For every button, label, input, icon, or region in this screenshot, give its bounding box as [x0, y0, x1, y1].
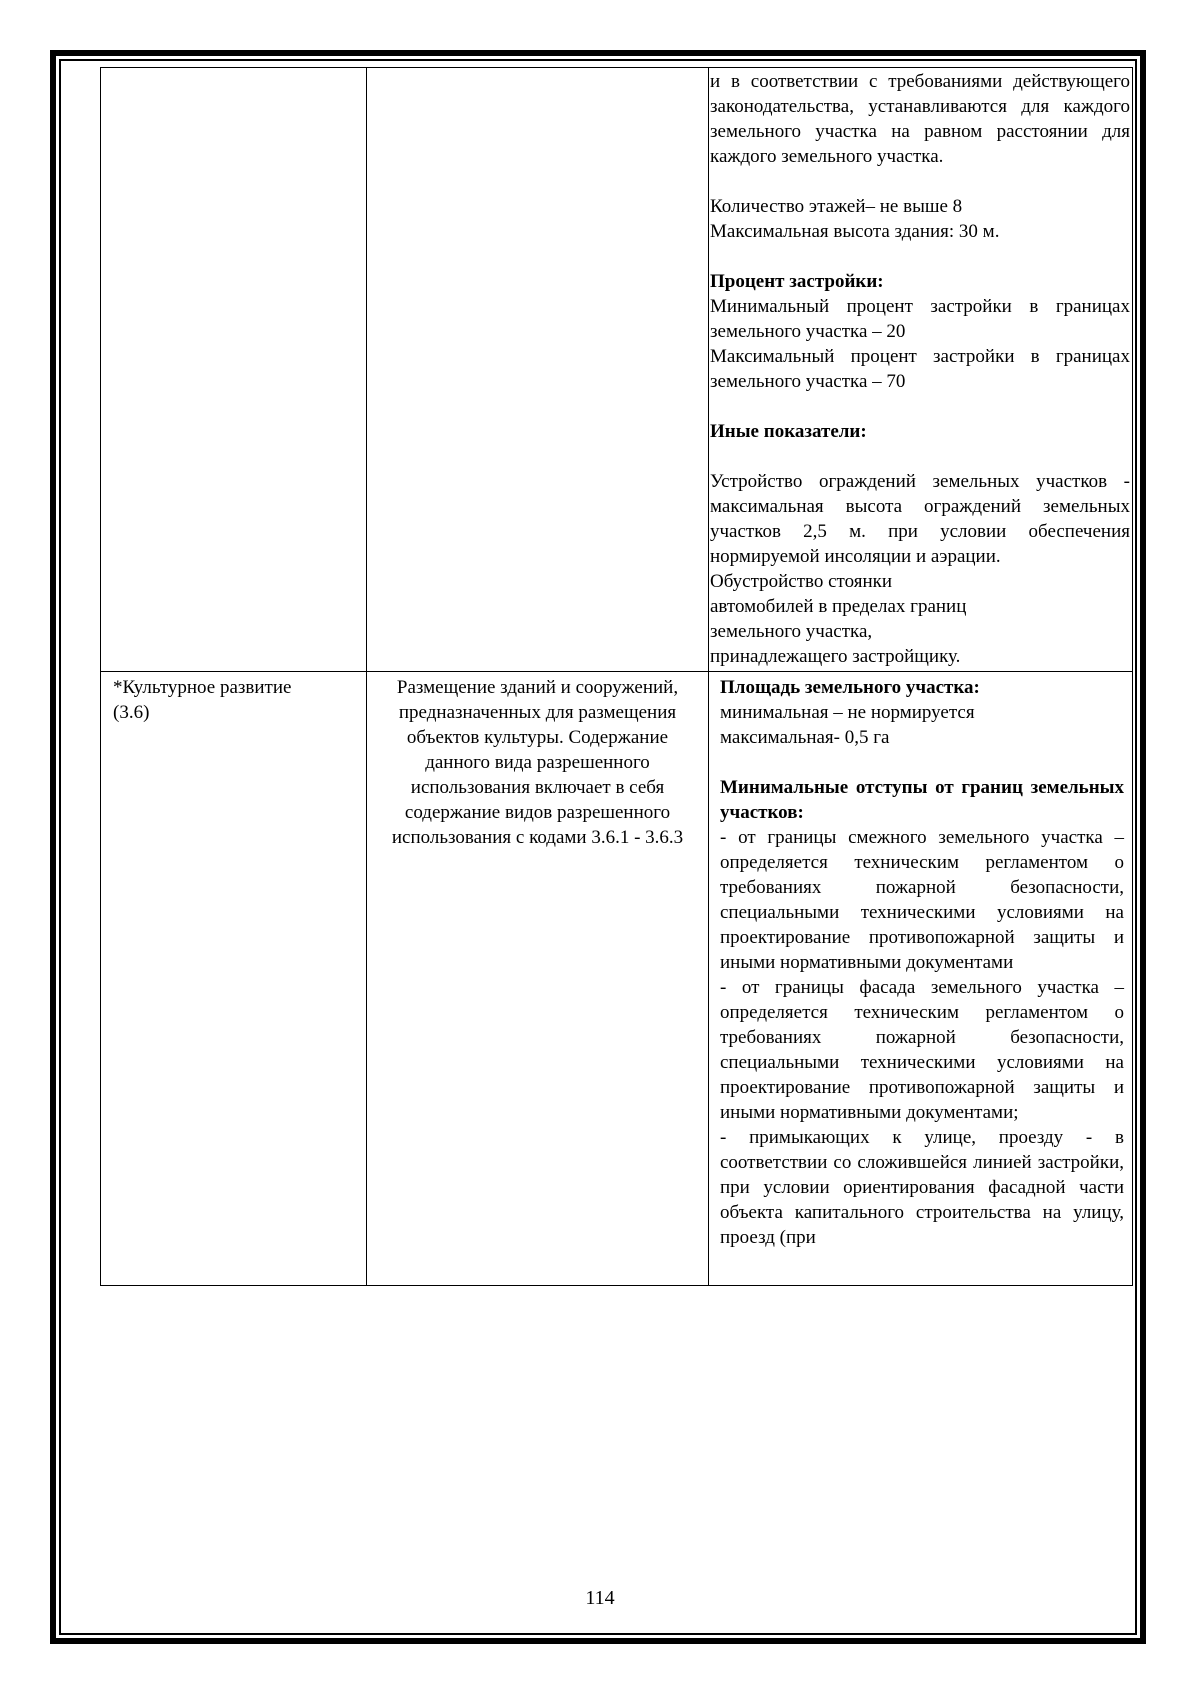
table-row	[101, 672, 1133, 1286]
table-row	[101, 68, 1133, 672]
build-percent-heading: Процент застройки:	[710, 271, 884, 292]
row1-col1	[101, 68, 367, 672]
row2-col1	[101, 672, 367, 1286]
regulations-table	[100, 67, 1133, 1286]
parking-line-3: земельного участка,	[710, 621, 873, 642]
row2-col3	[709, 672, 1133, 1286]
other-indicators-heading: Иные показатели:	[710, 421, 867, 442]
height-limit: Максимальная высота здания: 30 м.	[710, 221, 1000, 242]
floors-limit: Количество этажей– не выше 8	[710, 196, 963, 217]
min-build-percent: Минимальный процент застройки в границах земельного участка – 20	[710, 296, 1130, 342]
use-type-name: *Культурное развитие	[113, 677, 292, 698]
area-min: минимальная – не нормируется	[720, 702, 975, 723]
use-type-code: (3.6)	[113, 702, 150, 723]
fences-text: Устройство ограждений земельных участков - максимальная высота ограждений земельных участков 2,5 м. при условии обеспечения нормируемой инсоляции и аэрации.	[710, 471, 1130, 567]
parking-line-4: принадлежащего застройщику.	[710, 646, 961, 667]
setback-facade: - от границы фасада земельного участка – определяется техническим регламентом о требованиях пожарной безопасности, специальными техническими условиями на проектирование противопожарной защиты и иными нормативными документами;	[720, 977, 1124, 1123]
parking-line-2: автомобилей в пределах границ	[710, 596, 967, 617]
use-type-description: Размещение зданий и сооружений, предназначенных для размещения объектов культуры. Содержание данного вида разрешенного использования включает в себя содержание видов разрешенного использования с кодами 3.6.1 - 3.6.3	[391, 677, 684, 848]
setback-street: - примыкающих к улице, проезду - в соответствии со сложившейся линией застройки, при условии ориентирования фасадной части объекта капитального строительства на улицу, проезд (при	[720, 1127, 1124, 1248]
area-max: максимальная- 0,5 га	[720, 727, 890, 748]
area-heading: Площадь земельного участка:	[720, 677, 980, 698]
row1-col2	[367, 68, 709, 672]
setback-heading: Минимальные отступы от границ земельных участков:	[720, 777, 1124, 823]
parking-line-1: Обустройство стоянки	[710, 571, 893, 592]
row2-col2	[367, 672, 709, 1286]
row1-intro-text: и в соответствии с требованиями действующего законодательства, устанавливаются для каждого земельного участка на равном расстоянии для каждого земельного участка.	[710, 71, 1130, 167]
setback-adjacent: - от границы смежного земельного участка – определяется техническим регламентом о требованиях пожарной безопасности, специальными техническими условиями на проектирование противопожарной защиты и иными нормативными документами	[720, 827, 1124, 973]
row1-col3	[709, 68, 1133, 672]
max-build-percent: Максимальный процент застройки в границах земельного участка – 70	[710, 346, 1130, 392]
page-number: 114	[585, 1587, 615, 1609]
